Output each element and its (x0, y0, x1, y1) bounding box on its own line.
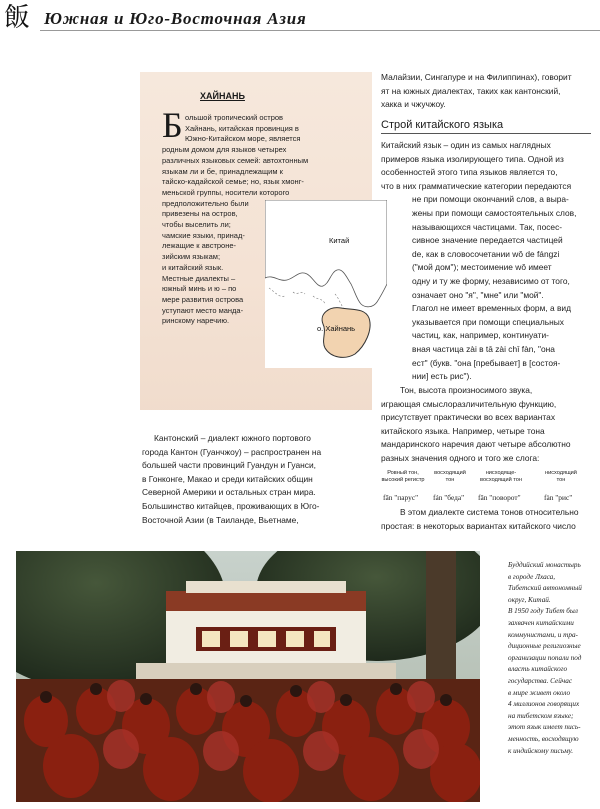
sidebar-line: Хайнань, китайская провинция в (185, 123, 299, 133)
body-line: Тон, высота произносимого звука, (400, 385, 533, 395)
caption-line: менность, восходящую (508, 735, 579, 743)
tone-example: fàn "рис" (544, 493, 573, 502)
tone-heading: восходящий тон (434, 470, 466, 483)
body-line: в Гонконге, Макао и среди китайских общин (142, 473, 313, 484)
sidebar-line: и китайский язык. (162, 262, 224, 272)
body-line: города Кантон (Гуанчжоу) – распространен на (142, 446, 322, 457)
sidebar-line: чамские языки, принад- (162, 230, 245, 240)
body-line: большей части провинций Гуандун и Гуанси, (142, 460, 316, 471)
body-line: Восточной Азии (в Таиланде, Вьетнаме, (142, 514, 299, 525)
body-line: В этом диалекте система тонов относительно (400, 507, 579, 517)
monastery-photo (16, 551, 480, 802)
body-line: Большинство китайцев, проживающих в Юго- (142, 501, 320, 511)
body-line: особенностей этого типа языков является то, (381, 167, 558, 178)
monastery-parapet (186, 581, 346, 593)
body-line: присутствует практически во всех вариантах (381, 412, 556, 423)
tone-example: fán "беда" (433, 493, 465, 502)
sidebar-line: предположительно были (162, 198, 249, 208)
body-line: ят на южных диалектах, таких как кантонский, (381, 85, 561, 96)
sidebar-line: Южно-Китайском море, является (185, 134, 301, 144)
drop-cap: Б (162, 105, 183, 145)
caption-line: захвачен китайскими (508, 619, 574, 627)
caption-line: 4 миллионов говорящих (508, 700, 580, 709)
body-line: не при помощи окончаний слов, а выра- (412, 194, 569, 205)
map-label-hainan: о. Хайнань (317, 324, 356, 333)
monastery-steps (136, 663, 396, 681)
body-line: de, как в словосочетании wǒ de fángzi (412, 248, 560, 259)
body-line: называющихся частицами. Так, посес- (412, 221, 563, 232)
tone-heading: нисходяще- восходящий тон (480, 470, 522, 483)
sidebar-line: мере развития острова (162, 294, 244, 304)
body-line: мандаринского наречия дают четыре абсолютно (381, 439, 571, 450)
caption-line: в мире живет около (508, 688, 571, 697)
caption-line: Тибетский автономный (508, 584, 582, 593)
body-line: указывается при помощи специальных (412, 316, 564, 327)
body-line: Китайский язык – один из самых наглядных (381, 140, 551, 150)
body-line: Малайзии, Сингапуре и на Филиппинах), говорит (381, 72, 572, 82)
page-header (0, 0, 600, 38)
body-line: Кантонский – диалект южного портового (154, 433, 311, 443)
tone-example: fǎn "поворот" (478, 493, 521, 502)
caption-line: организации попали под (508, 653, 582, 662)
running-title: Южная и Юго-Восточная Азия (44, 9, 307, 28)
caption-line: власть китайского (508, 665, 568, 674)
chinese-character-glyph: 飯 (4, 3, 31, 33)
body-line: ("мой дом"); местоимение wǒ имеет (412, 262, 552, 273)
map-label-china: Китай (329, 236, 350, 245)
sidebar-line: тайско-кадайской семье; но, язык хмонг- (162, 177, 304, 187)
body-line: простая: в некоторых вариантах китайского число (381, 520, 576, 531)
caption-line: на тибетском языке; (508, 711, 574, 720)
body-line: нии] есть рис"). (412, 371, 472, 382)
sidebar-line: ольшой тропический остров (185, 113, 284, 122)
body-line: Глагол не имеет временных форм, а вид (412, 303, 571, 314)
body-line: что в них грамматические категории передаются (381, 180, 572, 191)
body-line: ест" (букв. "она [пребывает] в [состоя- (412, 357, 561, 368)
monastery-scene (16, 551, 480, 802)
body-line: разных значения одного и того же слога: (381, 453, 540, 463)
sidebar-line: лежащие к австроне- (162, 241, 237, 251)
map-illustration (265, 200, 387, 368)
sidebar-line: южный минь и ю – по (162, 284, 237, 294)
caption-line: этот язык имеет пись- (508, 723, 581, 732)
caption-line: В 1950 году Тибет был (508, 607, 578, 616)
sidebar-line: привезены на остров, (162, 209, 238, 219)
caption-line: диционные религиозные (508, 642, 581, 651)
body-line: играющая смыслоразличительную функцию, (381, 398, 557, 409)
caption-line: государства. Сейчас (508, 677, 573, 685)
sidebar-line: уступают место мандa- (162, 305, 244, 315)
header-rule (40, 30, 600, 31)
caption-line: к индийскому письму. (508, 746, 574, 755)
body-line: Северной Америки и остальных стран мира. (142, 487, 316, 498)
sidebar-line: зийским языкам; (162, 252, 221, 262)
tone-example: fān "парус" (383, 493, 419, 502)
body-line: хакка и чжучжоу. (381, 99, 446, 110)
body-line: вная частица zài в tā zài chī fàn, "она (412, 344, 555, 354)
body-line: примеров языка изолирующего типа. Одной из (381, 153, 564, 164)
caption-line: коммунистами, и тра- (508, 630, 578, 639)
body-line: сивное значение передается частицей (412, 235, 563, 246)
monastery-roof-band (166, 591, 366, 611)
sidebar-line: Местные диалекты – (162, 273, 236, 283)
sidebar-line: ринскому наречию. (162, 316, 230, 326)
section-heading: Строй китайского языка (381, 119, 504, 131)
sidebar-line: языкам ли и бе, принадлежащим к (162, 166, 283, 176)
sidebar-line: родным домом для языков четырех (162, 145, 287, 155)
sidebar-line: чтобы выселить ли; (162, 220, 231, 229)
sidebar-line: меньской группы, носители которого (162, 187, 290, 197)
body-line: китайского языка. Например, четыре тона (381, 425, 545, 436)
sidebar-title: ХАЙНАНЬ (200, 91, 245, 101)
hainan-map (265, 200, 387, 368)
tone-heading: нисходящий тон (545, 470, 577, 483)
body-line: жены при помощи самостоятельных слов, (412, 208, 577, 218)
body-line: частиц, как, например, континуати- (412, 330, 549, 341)
section-rule (381, 133, 591, 134)
sidebar-line: различных языковых семей: автохтонным (162, 155, 309, 165)
body-line: означает оно "я", "мне" или "мой". (412, 289, 544, 300)
caption-line: Буддийский монастырь (508, 561, 581, 569)
caption-line: округ, Китай. (508, 595, 551, 604)
caption-line: в городе Лхаса, (508, 572, 556, 581)
tone-heading: Ровный тон, высокий регистр (381, 470, 425, 483)
body-line: одну и ту же форму, независимо от того, (412, 276, 570, 286)
